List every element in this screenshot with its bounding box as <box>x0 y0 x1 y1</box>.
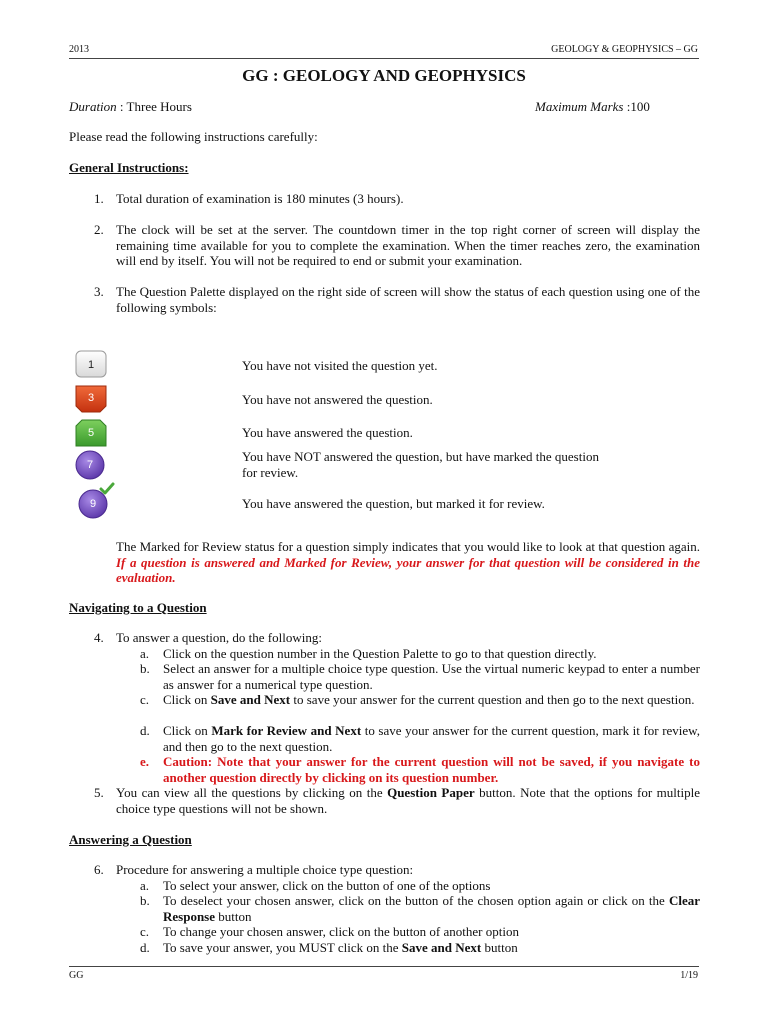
sub-letter: e. <box>140 754 150 769</box>
review-note-emphasis: If a question is answered and Marked for Review, your answer for that question will be considered in the evaluation. <box>116 554 700 586</box>
answered-marked-for-review-icon <box>74 482 118 527</box>
sub-text: To deselect your chosen answer, click on the button of the chosen option again or click on the Clear Response button <box>163 893 700 924</box>
palette-description: You have answered the question, but marked it for review. <box>242 496 545 511</box>
check-icon <box>101 484 113 493</box>
sub-text: To change your chosen answer, click on the button of another option <box>163 924 519 939</box>
not-visited-icon <box>75 350 107 383</box>
palette-description: You have NOT answered the question, but have marked the question for review. <box>242 449 599 480</box>
page-title: GG : GEOLOGY AND GEOPHYSICS <box>242 66 526 85</box>
section-general-instructions: General Instructions: <box>69 160 189 175</box>
item-number: 5. <box>94 785 104 800</box>
duration: Duration : Three Hours <box>69 99 192 114</box>
not-answered-icon <box>74 384 108 419</box>
item-number: 1. <box>94 191 104 206</box>
maximum-marks: Maximum Marks :100 <box>535 99 650 114</box>
item-number: 2. <box>94 222 104 237</box>
item-number: 3. <box>94 284 104 299</box>
answered-icon <box>74 418 108 453</box>
sub-letter: a. <box>140 878 150 893</box>
sub-letter: c. <box>140 692 150 707</box>
section-navigating: Navigating to a Question <box>69 600 207 615</box>
sub-text: To save your answer, you MUST click on the Save and Next button <box>163 940 518 955</box>
section-answering: Answering a Question <box>69 832 192 847</box>
icon-number: 9 <box>89 498 97 510</box>
item-text: To answer a question, do the following: <box>116 630 322 645</box>
sub-letter: d. <box>140 723 150 738</box>
item-number: 4. <box>94 630 104 645</box>
sub-text: Select an answer for a multiple choice type question. Use the virtual numeric keypad to enter a number as answer for a numerical type question. <box>163 661 700 692</box>
footer-rule <box>69 966 699 967</box>
sub-letter: b. <box>140 661 150 676</box>
sub-letter: c. <box>140 924 150 939</box>
sub-letter: b. <box>140 893 150 908</box>
icon-number: 3 <box>87 392 95 404</box>
sub-text: To select your answer, click on the button of one of the options <box>163 878 491 893</box>
icon-number: 5 <box>87 427 95 439</box>
intro-text: Please read the following instructions carefully: <box>69 129 318 144</box>
marked-for-review-icon <box>74 449 106 486</box>
sub-letter: a. <box>140 646 150 661</box>
header-subject: GEOLOGY & GEOPHYSICS – GG <box>551 44 698 55</box>
sub-text: Click on Save and Next to save your answer for the current question and then go to the next question. <box>163 692 695 707</box>
page-number: 1/19 <box>680 970 698 981</box>
header-rule <box>69 58 699 59</box>
icon-number: 1 <box>87 359 95 371</box>
sub-text: Click on Mark for Review and Next to save your answer for the current question, mark it for review, and then go to the next question. <box>163 723 700 754</box>
item-number: 6. <box>94 862 104 877</box>
sub-letter: d. <box>140 940 150 955</box>
palette-description: You have not visited the question yet. <box>242 358 438 373</box>
item-text: The clock will be set at the server. The countdown timer in the top right corner of screen will display the remaining time available for you to complete the examination. When the timer reaches zero, the examination will end by itself. You will not be required to end or submit your examination. <box>116 222 700 269</box>
item-text: The Question Palette displayed on the right side of screen will show the status of each question using one of the following symbols: <box>116 284 700 315</box>
review-note: The Marked for Review status for a question simply indicates that you would like to look at that question again. If a question is answered and Marked for Review, your answer for that question will be considered in the evaluation. <box>116 539 700 586</box>
item-text: Procedure for answering a multiple choice type question: <box>116 862 414 877</box>
palette-description: You have not answered the question. <box>242 392 433 407</box>
footer-code: GG <box>69 970 84 981</box>
item-text: Total duration of examination is 180 minutes (3 hours). <box>116 191 404 206</box>
icon-number: 7 <box>86 459 94 471</box>
caution-text: Caution: Note that your answer for the current question will not be saved, if you navigate to another question directly by clicking on its question number. <box>163 754 700 785</box>
header-year: 2013 <box>69 44 89 55</box>
palette-description: You have answered the question. <box>242 425 413 440</box>
sub-text: Click on the question number in the Question Palette to go to that question directly. <box>163 646 597 661</box>
item-text: You can view all the questions by clicking on the Question Paper button. Note that the options for multiple choice type questions will not be shown. <box>116 785 700 816</box>
